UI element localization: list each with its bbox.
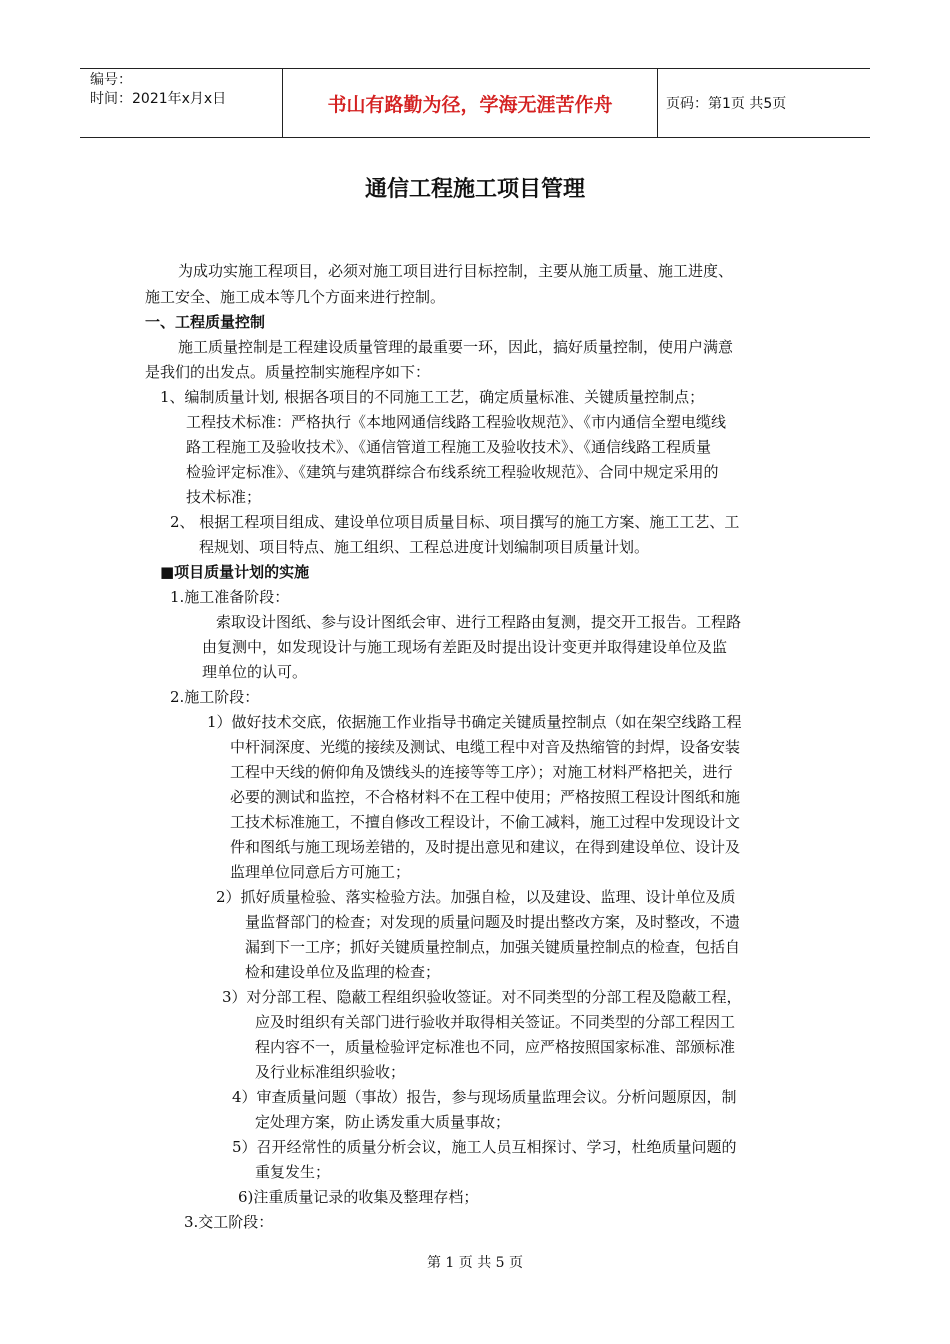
header-code-label: 编号： bbox=[90, 72, 132, 88]
body-line: 中杆洞深度、光缆的接续及测试、电缆工程中对音及热缩管的封焊，设备安装 bbox=[230, 738, 741, 756]
header-date: 时间：2021年x月x日 bbox=[90, 91, 227, 107]
list-item: 1）做好技术交底，依据施工作业指导书确定关键质量控制点（如在架空线路工程 bbox=[207, 713, 742, 731]
body-line: 程内容不一，质量检验评定标准也不同，应严格按照国家标准、部颁标准 bbox=[255, 1038, 736, 1056]
body-line: 是我们的出发点。质量控制实施程序如下： bbox=[145, 363, 431, 381]
body-line: 施工安全、施工成本等几个方面来进行控制。 bbox=[145, 288, 446, 306]
body-line: 定处理方案，防止诱发重大质量事故； bbox=[255, 1113, 511, 1131]
body-line: 工程技术标准：严格执行《本地网通信线路工程验收规范》、《市内通信全塑电缆线 bbox=[186, 413, 727, 431]
body-line: 工程中天线的俯仰角及馈线头的连接等等工序）；对施工材料严格把关，进行 bbox=[230, 763, 733, 781]
list-item: 6)注重质量记录的收集及整理存档； bbox=[238, 1188, 479, 1206]
body-line: 量监督部门的检查；对发现的质量问题及时提出整改方案，及时整改，不遗 bbox=[245, 913, 741, 931]
body-line: 重复发生； bbox=[255, 1163, 331, 1181]
body-line: 监理单位同意后方可施工； bbox=[230, 863, 411, 881]
subsection-heading: ■项目质量计划的实施 bbox=[160, 563, 310, 581]
body-line: 为成功实施工程项目，必须对施工项目进行目标控制，主要从施工质量、施工进度、 bbox=[178, 262, 734, 280]
list-item: 3）对分部工程、隐蔽工程组织验收签证。对不同类型的分部工程及隐蔽工程， bbox=[222, 988, 742, 1006]
body-line: 程规划、项目特点、施工组织、工程总进度计划编制项目质量计划。 bbox=[199, 538, 650, 556]
list-item: 4）审查质量问题（事故）报告，参与现场质量监理会议。分析问题原因，制 bbox=[232, 1088, 737, 1106]
body-line: 技术标准； bbox=[186, 488, 262, 506]
list-item: 1、编制质量计划, 根据各项目的不同施工工艺，确定质量标准、关键质量控制点； bbox=[160, 388, 705, 406]
header-meta bbox=[90, 71, 226, 109]
body-line: 由复测中，如发现设计与施工现场有差距及时提出设计变更并取得建设单位及监 bbox=[202, 638, 728, 656]
body-line: 工技术标准施工，不擅自修改工程设计，不偷工减料，施工过程中发现设计文 bbox=[230, 813, 741, 831]
document-title: 通信工程施工项目管理 bbox=[364, 177, 585, 202]
body-line: 件和图纸与施工现场差错的，及时提出意见和建议，在得到建设单位、设计及 bbox=[230, 838, 741, 856]
page-footer: 第 1 页 共 5 页 bbox=[426, 1255, 524, 1271]
list-item: 1.施工准备阶段： bbox=[170, 588, 290, 606]
body-line: 漏到下一工序；抓好关键质量控制点，加强关键质量控制点的检查，包括自 bbox=[245, 938, 741, 956]
header-page-info: 页码：第1页 共5页 bbox=[666, 96, 787, 112]
body-line: 检验评定标准》、《建筑与建筑群综合布线系统工程验收规范》、合同中规定采用的 bbox=[186, 463, 719, 481]
body-line: 检和建设单位及监理的检查； bbox=[245, 963, 441, 981]
header-motto: 书山有路勤为径，学海无涯苦作舟 bbox=[282, 69, 658, 137]
section-heading: 一、工程质量控制 bbox=[145, 313, 266, 331]
list-item: 3.交工阶段： bbox=[184, 1213, 274, 1231]
body-line: 路工程施工及验收技术》、《通信管道工程施工及验收技术》、《通信线路工程质量 bbox=[186, 438, 712, 456]
list-item: 2、 根据工程项目组成、建设单位项目质量目标、项目撰写的施工方案、施工工艺、工 bbox=[170, 513, 740, 531]
list-item: 2）抓好质量检验、落实检验方法。加强自检，以及建设、监理、设计单位及质 bbox=[216, 888, 736, 906]
list-item: 5）召开经常性的质量分析会议，施工人员互相探讨、学习，杜绝质量问题的 bbox=[232, 1138, 737, 1156]
body-line: 理单位的认可。 bbox=[202, 663, 308, 681]
body-line: 应及时组织有关部门进行验收并取得相关签证。不同类型的分部工程因工 bbox=[255, 1013, 736, 1031]
body-line: 索取设计图纸、参与设计图纸会审、进行工程路由复测，提交开工报告。工程路 bbox=[216, 613, 742, 631]
list-item: 2.施工阶段： bbox=[170, 688, 260, 706]
body-line: 施工质量控制是工程建设质量管理的最重要一环，因此，搞好质量控制，使用户满意 bbox=[178, 338, 734, 356]
page-header bbox=[80, 68, 870, 138]
body-line: 及行业标准组织验收； bbox=[255, 1063, 406, 1081]
body-line: 必要的测试和监控，不合格材料不在工程中使用；严格按照工程设计图纸和施 bbox=[230, 788, 741, 806]
